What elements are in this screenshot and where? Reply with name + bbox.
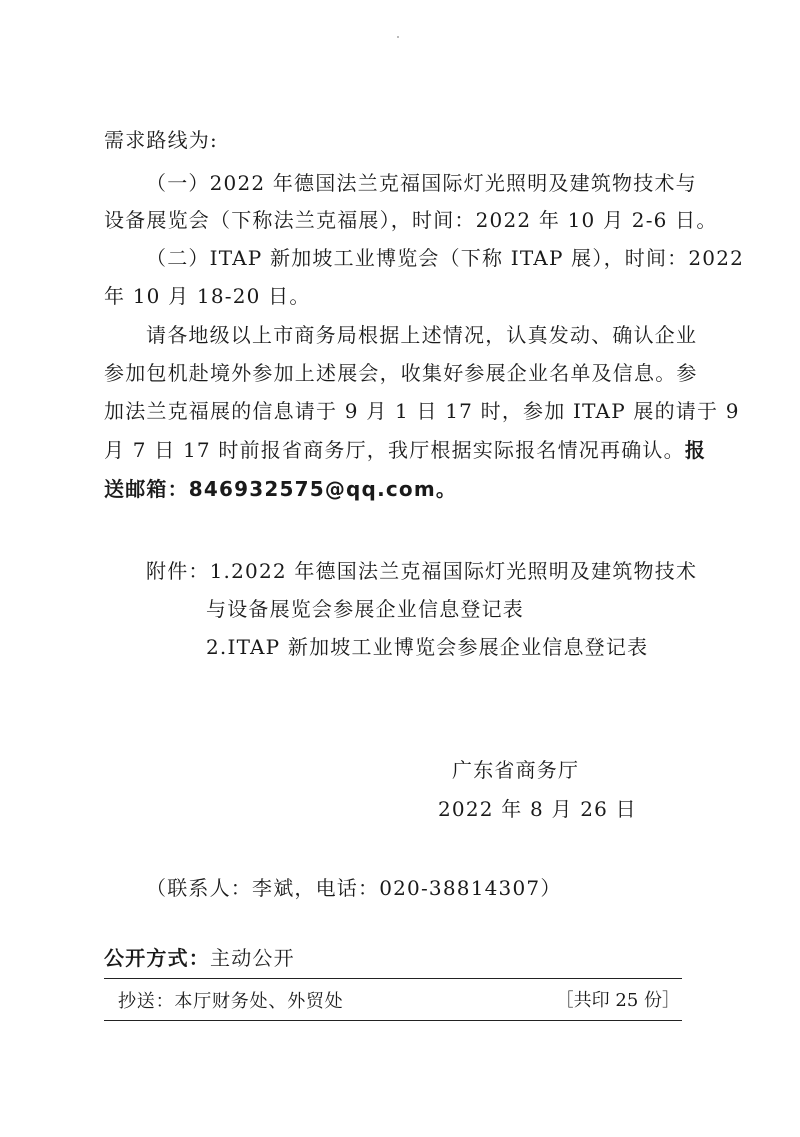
body-line-route: 需求路线为: xyxy=(104,128,218,152)
attachment-item1-line1: 1.2022 年德国法兰克福国际灯光照明及建筑物技术 xyxy=(209,559,698,583)
attachments-label: 附件： xyxy=(146,559,210,583)
email-line: 送邮箱：846932575@qq.com。 xyxy=(104,477,458,501)
item1-line1: （一）2022 年德国法兰克福国际灯光照明及建筑物技术与 xyxy=(146,171,697,195)
para-line4-text: 月 7 日 17 时前报省商务厅，我厅根据实际报名情况再确认。 xyxy=(104,438,685,462)
disclosure-value: 主动公开 xyxy=(210,946,295,970)
disclosure-label: 公开方式： xyxy=(104,946,210,970)
para-line4 xyxy=(104,436,707,464)
footer-rule-top xyxy=(104,978,682,979)
para-line1: 请各地级以上市商务局根据上述情况，认真发动、确认企业 xyxy=(146,323,698,347)
attachment-item2: 2.ITAP 新加坡工业博览会参展企业信息登记表 xyxy=(206,635,649,659)
footer-rule-bottom xyxy=(104,1020,682,1021)
attachment-item1-line2: 与设备展览会参展企业信息登记表 xyxy=(206,597,524,621)
para-line3: 加法兰克福展的信息请于 9 月 1 日 17 时，参加 ITAP 展的请于 9 xyxy=(104,399,740,423)
disclosure-row xyxy=(104,944,684,972)
para-line2: 参加包机赴境外参加上述展会，收集好参展企业名单及信息。参 xyxy=(104,361,698,385)
scan-speck xyxy=(397,36,399,38)
attachments-row1 xyxy=(146,557,698,585)
signature-date: 2022 年 8 月 26 日 xyxy=(438,797,637,821)
item2-line1: （二）ITAP 新加坡工业博览会（下称 ITAP 展），时间：2022 xyxy=(146,246,745,270)
contact-info: （联系人：李斌，电话：020-38814307） xyxy=(146,876,562,900)
signature-org: 广东省商务厅 xyxy=(452,758,580,782)
cc-line: 抄送：本厅财务处、外贸处 xyxy=(118,991,344,1012)
copies-count: ［共印 25 份］ xyxy=(555,990,680,1011)
item1-line2: 设备展览会（下称法兰克福展），时间：2022 年 10 月 2-6 日。 xyxy=(104,208,718,232)
item2-line2: 年 10 月 18-20 日。 xyxy=(104,284,311,308)
para-line4-bold: 报 xyxy=(684,438,707,462)
